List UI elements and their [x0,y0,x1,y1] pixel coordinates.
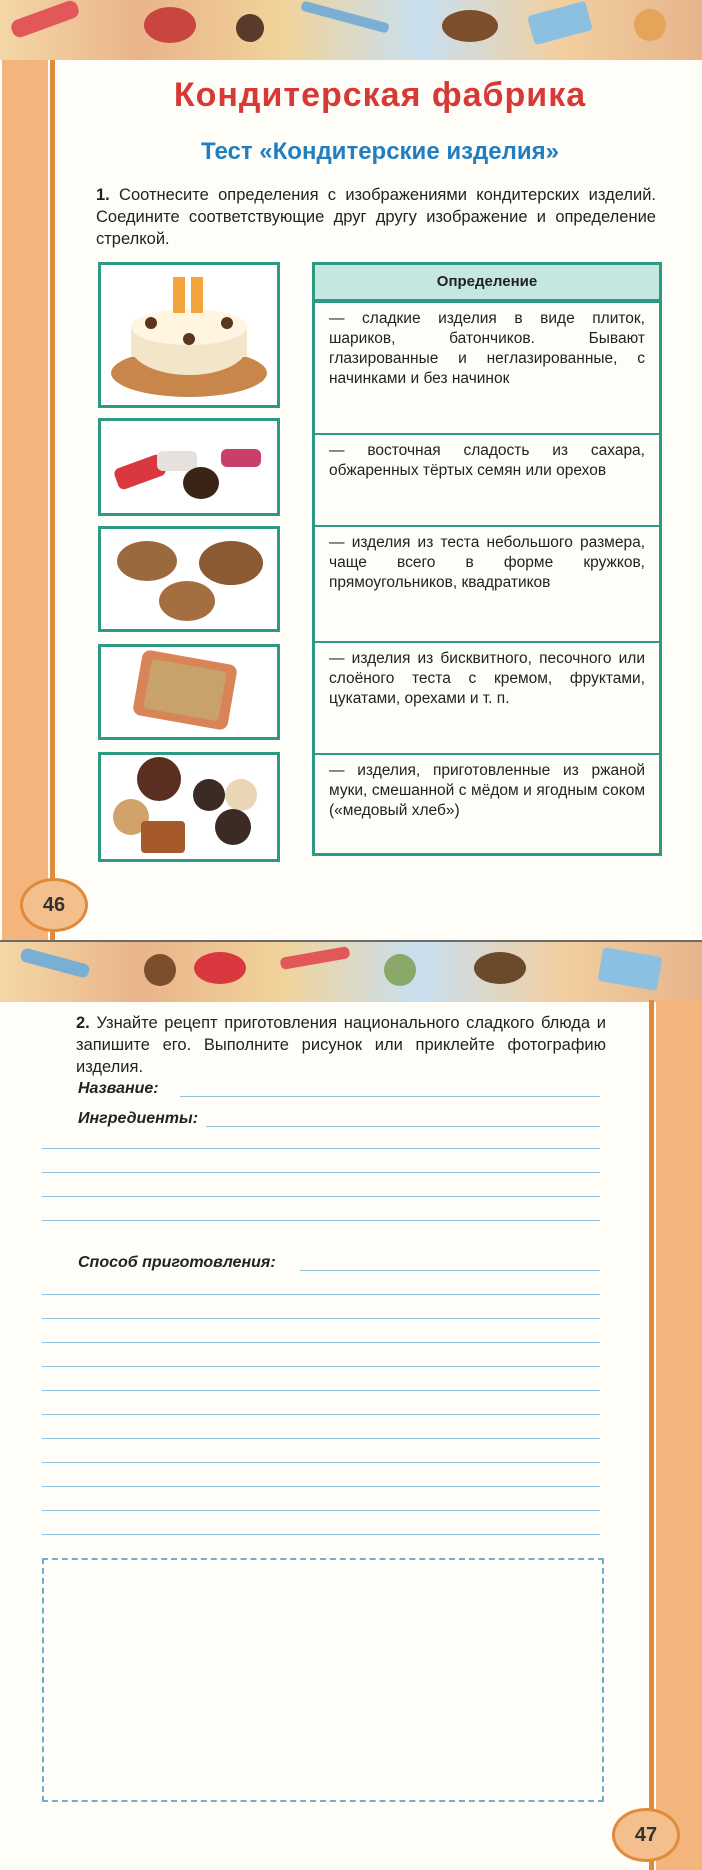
definitions-table [312,262,662,856]
definition-5: — изделия, приготовленные из ржаной муки, смешанной с мёдом и ягодным соком («медовый хлеб») [315,753,659,853]
cookies-image [98,752,280,862]
method-line-2[interactable] [42,1294,600,1295]
task-2-number: 2. [76,1014,90,1032]
drawing-or-photo-box[interactable] [42,1558,604,1802]
gingerbread-image [98,526,280,632]
page-title: Кондитерская фабрика [173,76,587,114]
candies-illustration [101,421,277,513]
definition-3: — изделия из теста небольшого размера, чаще всего в форме кружков, прямоугольников, квадратиков [315,525,659,641]
method-line-10[interactable] [42,1486,600,1487]
ingredients-write-line[interactable] [206,1126,600,1127]
honey-cake-illustration [101,647,277,737]
left-margin-bar [2,60,48,940]
decorative-header-band [0,0,702,60]
task-1-text: Соотнесите определения с изображениями кондитерских изделий. Соедините соответствующие друг другу изображение и определение стрелкой. [96,186,656,248]
ingredients-line-5[interactable] [42,1220,600,1221]
definition-1: — сладкие изделия в виде плиток, шариков, батончиков. Бывают глазированные и неглазированные, с начинками и без начинок [315,301,659,433]
test-title: Тест «Кондитерские изделия» [201,138,559,165]
task-2 [76,1012,606,1078]
ingredients-line-2[interactable] [42,1148,600,1149]
page-47 [0,940,702,1870]
candies-image [98,418,280,516]
method-line-3[interactable] [42,1318,600,1319]
method-line-7[interactable] [42,1414,600,1415]
task-2-text: Узнайте рецепт приготовления национального сладкого блюда и запишите его. Выполните рисунок или приклейте фотографию изделия. [76,1014,607,1076]
ingredients-line-3[interactable] [42,1172,600,1173]
name-write-line[interactable] [180,1096,600,1097]
method-line-8[interactable] [42,1438,600,1439]
cake-illustration [101,265,277,405]
gingerbread-illustration [101,529,277,629]
method-line-12[interactable] [42,1534,600,1535]
task-1-number: 1. [96,186,110,204]
ingredients-label: Ингредиенты: [78,1110,199,1127]
task-1 [96,184,656,250]
definitions-table-header: Определение [315,265,659,301]
decorative-header-illustration [0,942,702,1000]
ingredients-line-4[interactable] [42,1196,600,1197]
cake-image [98,262,280,408]
cookies-illustration [101,755,277,859]
right-margin-bar [656,1000,702,1870]
honey-cake-image [98,644,280,740]
right-margin-line [649,1000,654,1870]
definition-4: — изделия из бисквитного, песочного или слоёного теста с кремом, фруктами, цукатами, орехами и т. п. [315,641,659,753]
method-line-4[interactable] [42,1342,600,1343]
method-line-6[interactable] [42,1390,600,1391]
page-number: 46 [20,878,88,932]
method-line-5[interactable] [42,1366,600,1367]
method-write-line[interactable] [300,1270,600,1271]
decorative-header-band [0,942,702,1002]
left-margin-line [50,60,55,940]
definition-2: — восточная сладость из сахара, обжаренных тёртых семян или орехов [315,433,659,525]
method-label: Способ приготовления: [78,1254,276,1271]
decorative-header-illustration [0,0,702,60]
name-label: Название: [78,1080,159,1097]
method-line-11[interactable] [42,1510,600,1511]
method-line-9[interactable] [42,1462,600,1463]
page-number: 47 [612,1808,680,1862]
